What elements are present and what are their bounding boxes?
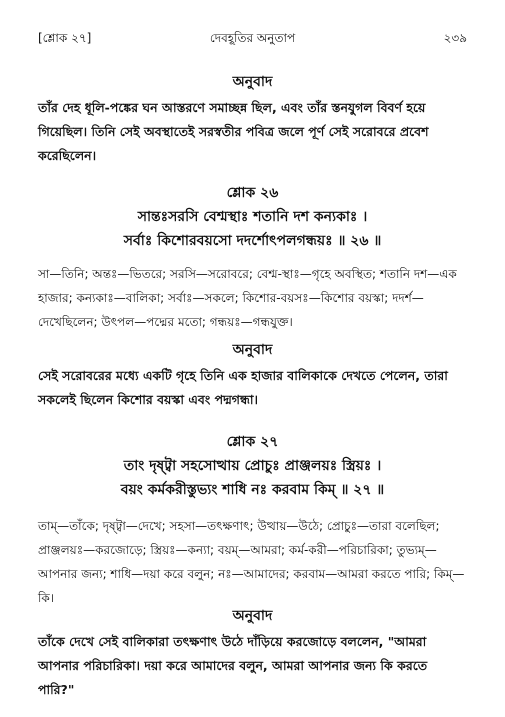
page-number: ২৩৯: [443, 31, 467, 45]
verse-line: তাং দৃষ্ট্বা সহসোত্থায় প্রোচুঃ প্রাঞ্জলয়ঃ স্ত্রিয়ঃ ।: [123, 458, 382, 474]
synonyms-text: সা—তিনি; অন্তঃ—ভিতরে; সরসি—সরোবরে; বেশ্ম-স্থাঃ—গৃহে অবস্থিত; শতানি দশ—এক হাজার; কন্যকাঃ—বালিকা; সর্বাঃ—সকলে; কিশোর-বয়সঃ—কিশোর বয়স্কা; দদর্শ—দেখেছিলেন; উৎপল—পদ্মের মতো; গন্ধয়ঃ—গন্ধযুক্ত।: [38, 267, 457, 329]
translation-heading: অনুবাদ: [232, 342, 273, 358]
chapter-title: দেবহূতির অনুতাপ: [209, 31, 296, 45]
translation-heading: অনুবাদ: [232, 608, 273, 624]
synonyms-text: তাম্—তাঁকে; দৃষ্ট্বা—দেখে; সহসা—তৎক্ষণাৎ; উত্থায়—উঠে; প্রোচুঃ—তারা বলেছিল; প্রাঞ্জলয়ঃ—করজোড়ে; স্ত্রিয়ঃ—কন্যা; বয়ম্—আমরা; কর্ম-করী—পরিচারিকা; তুভ্যম্—আপনার জন্য; শাধি—দয়া করে বলুন; নঃ—আমাদের; করবাম—আমরা করতে পারি; কিম্—কি।: [38, 519, 465, 605]
translation-text: তাঁকে দেখে সেই বালিকারা তৎক্ষণাৎ উঠে দাঁড়িয়ে করজোড়ে বললেন, "আমরা আপনার পরিচারিকা। দয়া করে আমাদের বলুন, আমরা আপনার জন্য কি করতে পারি?": [38, 634, 428, 697]
running-head: [38, 30, 467, 50]
verse-heading: শ্লোক ২৭: [226, 434, 279, 450]
translation-text: তাঁর দেহ ধূলি-পঙ্কের ঘন আস্তরণে সমাচ্ছন্ন ছিল, এবং তাঁর স্তনযুগল বিবর্ণ হয়ে গিয়েছিল। তিনি সেই অবস্থাতেই সরস্বতীর পবিত্র জলে পূর্ণ সেই সরোবরে প্রবেশ করেছিলেন।: [38, 100, 429, 163]
translation-heading: অনুবাদ: [232, 74, 273, 90]
verse-line: বয়ং কর্মকরীস্তুভ্যং শাধি নঃ করবাম কিম্ ॥ ২৭ ॥: [120, 482, 385, 498]
verse-reference: [শ্লোক ২৭]: [38, 31, 92, 45]
verse-heading: শ্লোক ২৬: [226, 185, 279, 201]
translation-text: সেই সরোবরের মধ্যে একটি গৃহে তিনি এক হাজার বালিকাকে দেখতে পেলেন, তারা সকলেই ছিলেন কিশোর বয়স্কা এবং পদ্মগন্ধা।: [38, 368, 448, 407]
verse-line: সর্বাঃ কিশোরবয়সো দদর্শোৎপলগন্ধয়ঃ ॥ ২৬ ॥: [123, 233, 382, 249]
verse-line: সান্তঃসরসি বেশ্মস্থাঃ শতানি দশ কন্যকাঃ ।: [137, 209, 368, 225]
